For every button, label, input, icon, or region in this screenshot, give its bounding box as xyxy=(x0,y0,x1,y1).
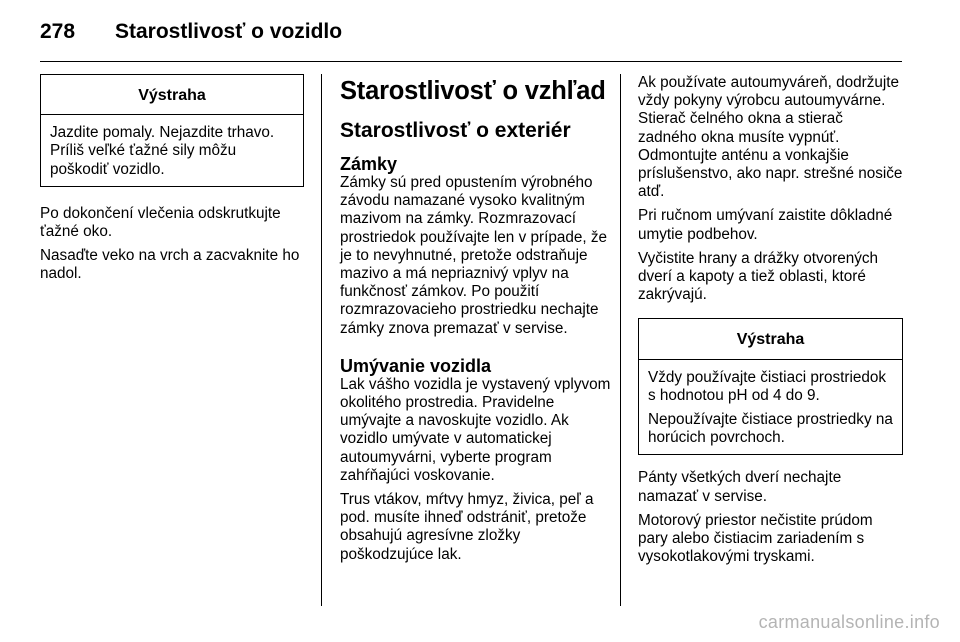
warning-box xyxy=(638,318,903,455)
washing-paragraph: Trus vtákov, mŕtvy hmyz, živica, peľ a pod. musíte ihneď odstrániť, pretože obsahujú agresívne zložky poškodzujúce lak. xyxy=(340,491,594,563)
watermark: carmanualsonline.info xyxy=(758,612,940,632)
warning-body xyxy=(639,360,902,455)
section-subtitle: Starostlivosť o exteriér xyxy=(340,119,571,142)
paragraph: Vyčistite hrany a drážky otvorených dverí a kapoty a tiež oblasti, ktoré zakrývajú. xyxy=(638,249,879,304)
running-title: Starostlivosť o vozidlo xyxy=(115,20,343,43)
paragraph: Po dokončení vlečenia odskrutkujte ťažné oko. xyxy=(40,204,281,241)
warning-box xyxy=(40,74,304,187)
page-header xyxy=(0,0,960,60)
paragraph: Nasaďte veko na vrch a zacvaknite ho nadol. xyxy=(40,247,300,283)
paragraph: Motorový priestor nečistite prúdom pary alebo čistiacim zariadením s vysokotlakovými tryskami. xyxy=(638,511,873,566)
header-rule xyxy=(40,61,902,62)
paragraph: Ak používate autoumyváreň, dodržujte vždy pokyny výrobcu autoumyvárne. Stierač čelného okna a stierač zadného okna musíte vypnúť. Odmontujte anténu a vonkajšie príslušenstvo, ako napr. strešné nosiče atď. xyxy=(638,74,903,201)
column-divider xyxy=(321,74,322,606)
warning-text: Jazdite pomaly. Nejazdite trhavo. Príliš veľké ťažné sily môžu poškodiť vozidlo. xyxy=(50,124,275,178)
column-divider xyxy=(620,74,621,606)
washing-paragraph: Lak vášho vozidla je vystavený vplyvom okolitého prostredia. Pravidelne umývajte a navoskujte vozidlo. Ak vozidlo umývate v automatickej autoumyvárni, vyberte program zahŕňajúci voskovanie. xyxy=(340,375,611,484)
warning-title: Výstraha xyxy=(639,319,902,359)
washing-heading: Umývanie vozidla xyxy=(340,355,492,376)
warning-title: Výstraha xyxy=(41,75,303,115)
warning-body xyxy=(41,115,303,186)
warning-text: Vždy používajte čistiaci prostriedok s hodnotou pH od 4 do 9. xyxy=(648,368,887,404)
warning-text: Nepoužívajte čistiace prostriedky na horúcich povrchoch. xyxy=(648,411,893,447)
paragraph: Pánty všetkých dverí nechajte namazať v servise. xyxy=(638,469,842,505)
column-middle xyxy=(340,76,615,570)
section-title: Starostlivosť o vzhľad xyxy=(340,77,606,105)
paragraph: Pri ručnom umývaní zaistite dôkladné umytie podbehov. xyxy=(638,207,893,243)
locks-heading: Zámky xyxy=(340,154,398,174)
column-right xyxy=(638,74,903,572)
page-number: 278 xyxy=(40,20,76,43)
column-left xyxy=(40,74,304,290)
locks-text: Zámky sú pred opustením výrobného závodu namazané vysoko kvalitným mazivom na zámky. Rozmrazovací prostriedok používajte len v prípade, že je to nevyhnutné, pretože odstraňuje mazivo a má nepriaznivý vplyv na funkčnosť zámkov. Po použití rozmrazovacieho prostriedku nechajte zámky znova premazať v servise. xyxy=(340,174,608,337)
